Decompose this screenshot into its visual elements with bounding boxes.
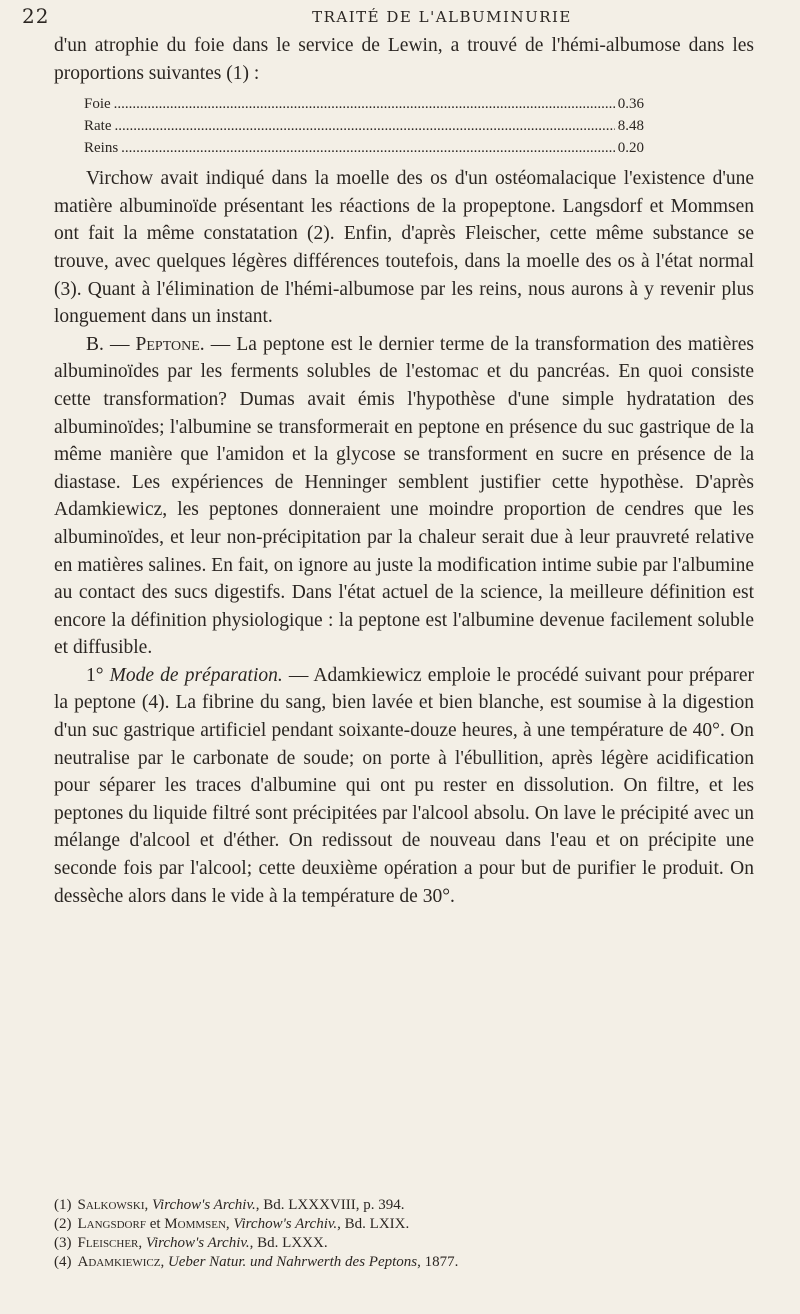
section-letter: B. — <box>86 333 136 355</box>
leader-dots <box>121 137 615 159</box>
row-value: 8.48 <box>617 118 644 135</box>
footnote-number: (4) <box>54 1254 72 1270</box>
footnote <box>54 1253 754 1272</box>
footnote-journal: Virchow's Archiv. <box>233 1216 338 1232</box>
organ-proportions-table <box>54 93 644 159</box>
subsection-heading-preparation: Mode de préparation. <box>109 664 283 686</box>
intro-paragraph: d'un atrophie du foie dans le service de Lewin, a trouvé de l'hémi-albumose dans les proportions suivantes (1) : <box>54 35 754 84</box>
section-heading-peptone: Peptone <box>135 333 200 355</box>
footnote-reference: , Bd. LXXX. <box>249 1235 328 1251</box>
footnote-separator: , <box>160 1254 168 1270</box>
footnote-author: Langsdorf <box>77 1216 146 1232</box>
footnote-separator: , <box>144 1197 152 1213</box>
footnote-reference: , 1877. <box>417 1254 459 1270</box>
table-row <box>84 93 644 115</box>
footnote-author: Salkowski <box>77 1197 145 1213</box>
paragraph-peptone-text: . — La peptone est le dernier terme de la transformation des matières albuminoïdes par les ferments solubles de l'estomac et du pancréas. En quoi consiste cette transformation? Dumas avait émis l'hypothèse d'une simple hydratation des albuminoïdes; l'albumine se transformerait en peptone en présence du suc gastrique de la même manière que l'amidon et la glycose se transforment en sucre en présence de la diastase. Les expériences de Henninger semblent justifier cette hypothèse. D'après Adamkiewicz, les peptones donneraient une moindre proportion de cendres que les albuminoïdes, et leur non-précipitation par la chaleur serait due à leur prauvreté relative en matières salines. En fait, on ignore au juste la modification intime subie par l'albumine au contact des sucs digestifs. Dans l'état actuel de la science, la meilleure définition est encore la définition physiologique : la peptone est l'albumine devenue facilement soluble et diffusible. <box>54 333 754 659</box>
footnote-separator: et <box>145 1216 165 1232</box>
table-row <box>84 115 644 137</box>
page-header <box>22 4 782 28</box>
footnote-separator: , <box>138 1235 146 1251</box>
row-label: Foie <box>84 96 111 113</box>
paragraph-virchow: Virchow avait indiqué dans la moelle des os d'un ostéomalacique l'existence d'une matière albuminoïde présentant les réactions de la propeptone. Langsdorf et Mommsen ont fait la même constatation (2). Enfin, d'après Fleischer, cette même substance se trouve, avec quelques légères différences toutefois, dans la moelle des os à l'état normal (3). Quant à l'élimination de l'hémi-albumose par les reins, nous aurons à y revenir plus longuement dans un instant. <box>54 168 754 328</box>
footnote-journal: Virchow's Archiv. <box>145 1235 250 1251</box>
footnote-author: Mommsen <box>164 1216 226 1232</box>
leader-dots <box>114 93 615 115</box>
paragraph-preparation-text: — Adamkiewicz emploie le procédé suivant pour préparer la peptone (4). La fibrine du sang, bien lavée et bien blanche, est soumise à la digestion d'un suc gastrique artificiel pendant soixante-douze heures, à une température de 40°. On neutralise par le carbonate de soude; on porte à l'ébullition, après légère acidification pour séparer les traces d'albumine qui ont pu rester en dissolution. On filtre, et les peptones du liquide filtré sont précipitées par l'alcool absolu. On lave le précipité avec un mélange d'alcool et d'éther. On redissout de nouveau dans l'eau et on précipite une seconde fois par l'alcool; cette deuxième opération a pour but de purifier le produit. On dessèche alors dans le vide à la température de 30°. <box>54 664 754 907</box>
footnote-journal: Ueber Natur. und Nahrwerth des Peptons <box>167 1254 418 1270</box>
row-label: Rate <box>84 118 112 135</box>
footnote-number: (1) <box>54 1197 72 1213</box>
footnote-journal: Virchow's Archiv. <box>152 1197 256 1213</box>
footnote-reference: , Bd. LXXXVIII, p. 394. <box>255 1197 405 1213</box>
row-value: 0.36 <box>617 96 644 113</box>
footnote <box>54 1234 754 1253</box>
footnotes <box>54 1196 754 1272</box>
footnote-number: (2) <box>54 1216 72 1232</box>
row-label: Reins <box>84 140 119 157</box>
footnote-reference: , Bd. LXIX. <box>337 1216 410 1232</box>
footnote <box>54 1215 754 1234</box>
footnote-author: Adamkiewicz <box>77 1254 161 1270</box>
table-row <box>84 137 644 159</box>
paragraph-peptone <box>54 331 754 662</box>
body-text <box>54 32 754 910</box>
footnote <box>54 1196 754 1215</box>
footnote-separator: , <box>225 1216 234 1232</box>
subsection-number: 1° <box>86 664 110 686</box>
page-number: 22 <box>22 4 50 28</box>
leader-dots <box>115 115 615 137</box>
paragraph-preparation <box>54 662 754 910</box>
running-title: TRAITÉ DE L'ALBUMINURIE <box>312 8 572 26</box>
footnote-number: (3) <box>54 1235 72 1251</box>
footnote-author: Fleischer <box>77 1235 139 1251</box>
row-value: 0.20 <box>617 140 644 157</box>
